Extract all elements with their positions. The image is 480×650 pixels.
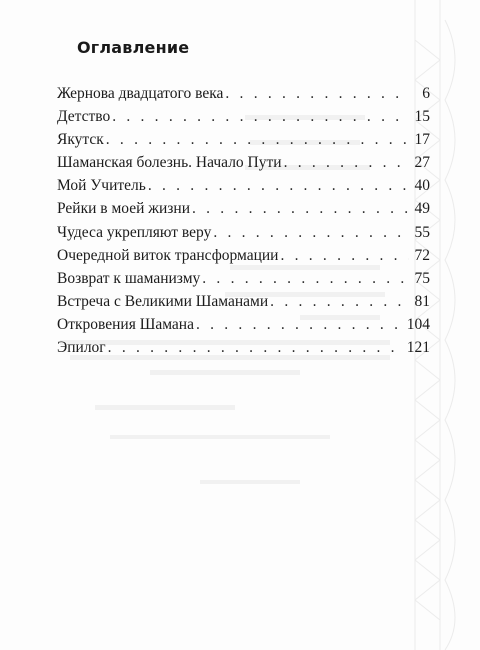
toc-entry-page: 27 [414,154,430,172]
toc-entry-page: 49 [414,200,430,218]
toc-entry[interactable] [57,177,430,200]
toc-entry-label: Шаманская болезнь. Начало Пути [57,154,282,172]
dot-leader [106,131,409,149]
toc-entry[interactable] [57,247,430,270]
toc-entry-page: 121 [406,339,430,357]
toc-entry[interactable] [57,131,430,154]
toc-entry-page: 72 [414,246,430,264]
toc-entry-label: Детство [57,108,111,126]
toc-entry-label: Якутск [57,131,104,149]
toc-title: Оглавление [77,38,190,57]
dot-leader [112,108,408,126]
toc-entry[interactable] [57,224,430,247]
toc-entry[interactable] [57,293,430,316]
toc-entry[interactable] [57,200,430,223]
toc-entry[interactable] [57,85,430,108]
dot-leader [280,247,408,265]
toc-entry-label: Возврат к шаманизму [57,269,201,287]
toc-entry-page: 40 [414,177,430,195]
dot-leader [196,316,401,334]
toc-entry-label: Жернова двадцатого века [57,85,224,102]
toc-entry-label: Встреча с Великими Шаманами [57,292,269,310]
toc-entry-label: Эпилог [57,339,106,357]
dot-leader [148,177,409,195]
dot-leader [192,200,409,218]
toc-list [57,85,430,362]
toc-entry-page: 55 [414,223,430,241]
toc-entry-page: 15 [414,108,430,126]
toc-entry[interactable] [57,270,430,293]
toc-entry-page: 75 [414,269,430,287]
dot-leader [225,85,410,103]
toc-entry[interactable] [57,316,430,339]
toc-entry[interactable] [57,108,430,131]
dot-leader [270,293,408,311]
toc-entry-label: Чудеса укрепляют веру [57,223,212,241]
dot-leader [284,154,409,172]
toc-entry-label: Очередной виток трансформации [57,246,279,264]
toc-entry[interactable] [57,154,430,177]
toc-entry-page: 17 [414,131,430,149]
toc-entry-page: 104 [406,315,430,333]
toc-entry-label: Мой Учитель [57,177,146,195]
toc-entry-label: Откровения Шамана [57,315,194,333]
dot-leader [213,224,408,242]
toc-entry-label: Рейки в моей жизни [57,200,190,218]
toc-entry-page: 81 [414,292,430,310]
toc-entry-page: 6 [422,85,430,102]
dot-leader [202,270,408,288]
toc-entry[interactable] [57,339,430,362]
dot-leader [108,339,401,357]
